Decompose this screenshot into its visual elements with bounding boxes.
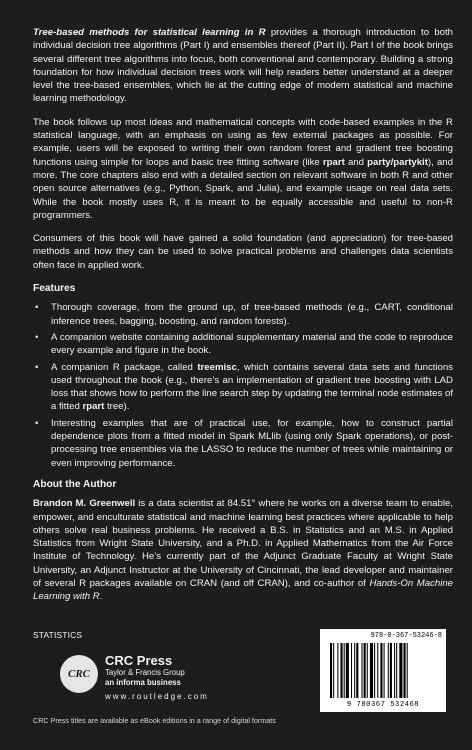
publisher-url: www.routledge.com (105, 692, 209, 701)
publisher-text (105, 653, 209, 701)
publisher-logo (60, 653, 210, 703)
bullet-icon: • (35, 302, 39, 314)
bullet-icon: • (35, 361, 39, 373)
rpart-package: rpart (82, 401, 105, 413)
feature-text: Thorough coverage, from the ground up, of tree-based methods (e.g., CART, conditional inference trees, bagging, boosting, and random forests). (51, 302, 453, 327)
isbn-barcode (320, 629, 446, 712)
list-item (33, 417, 453, 470)
features-list (33, 301, 453, 470)
para2-text-b: ), and more. The core chapters also end with a detailed section on relevant software in both R and other open source alternatives (e.g., Python, Spark, and Julia), and example usage on real data sets. While the book mostly uses R, it is meant to be equally accessible and useful to non-R programmers. (33, 156, 453, 221)
list-item (33, 331, 453, 358)
intro-text: provides a thorough introduction to both individual decision tree algorithms (Part I) and ensembles thereof (Part II). Part I of the book brings several different tree algorithms into focus, both conventional and contemporary. Building a strong foundation for how individual decision trees work will help readers better understand at a deeper level the tree-based ensembles, which lie at the cutting edge of modern statistical and machine learning methodology. (33, 27, 453, 105)
cover-text (33, 26, 453, 614)
publisher-name: CRC Press (105, 653, 173, 668)
list-item (33, 301, 453, 328)
barcode-bars-icon (328, 643, 438, 698)
subject-category: STATISTICS (33, 630, 83, 640)
feature-text: Interesting examples that are of practical use, for example, how to construct partial dependence plots from a fitted model in Spark MLlib (using only Spark operations), or post-processing tree ensembles via the LASSO to reduce the number of trees while maintaining or even improving performance. (51, 417, 453, 469)
author-name: Brandon M. Greenwell (33, 498, 136, 510)
treemisc-package: treemisc (197, 361, 237, 373)
coauthored-book: Hands-On Machine Learning with R (33, 577, 454, 603)
author-heading: About the Author (33, 478, 117, 490)
barcode-digits: 9 780367 532468 (346, 701, 420, 709)
crc-logo-icon: CRC (60, 655, 98, 693)
book-title: Tree-based methods for statistical learning in R (33, 27, 266, 38)
rpart-package: rpart (322, 156, 345, 168)
publisher-business: an informa business (105, 678, 181, 687)
isbn-13: 978-0-367-53246-8 (370, 632, 442, 640)
list-item (33, 361, 453, 414)
feature-text: tree). (104, 401, 130, 413)
author-bio-text: is a data scientist at 84.51° where he works on a diverse team to enable, empower, and enculturate statistical and machine learning best practices where applicable to help others solve real business problems. He received a B.S. in Statistics and an M.S. in Applied Statistics from Wright State University, and a Ph.D. in Applied Mathematics from the Air Force Institute of Technology. He’s currently part of the Adjunct Graduate Faculty at Wright State University, an Adjunct Instructor at the University of Cincinnati, the lead developer and maintainer of several R packages available on CRAN (and off CRAN), and co-author of (33, 498, 453, 589)
publisher-group: Taylor & Francis Group (105, 668, 185, 677)
party-package: party/partykit (367, 156, 428, 168)
author-bio (33, 497, 453, 603)
feature-text: A companion website containing additional supplementary material and the code to reproduce every example and figure in the book. (51, 331, 453, 357)
bullet-icon: • (35, 417, 39, 429)
feature-text: A companion R package, called (51, 361, 198, 373)
author-bio-end: . (99, 591, 103, 603)
feature-text: , which contains several data sets and functions used throughout the book (e.g., there’s an implementation of gradient tree boosting with LAD loss that shows how to perform the line search step by updating the terminal node estimates of a fitted (51, 361, 454, 413)
para2-and: and (344, 156, 368, 168)
paragraph-consumers: Consumers of this book will have gained a solid foundation (and appreciation) for tree-based methods and how they can be used to solve practical problems and challenges data scientists often face in applied work. (33, 233, 453, 271)
ebook-note: CRC Press titles are available as eBook editions in a range of digital formats (33, 716, 276, 725)
para2-text-a: The book follows up most ideas and mathematical concepts with code-based examples in the R statistical language, with an emphasis on using as few external packages as possible. For example, users will be exposed to writing their own random forest and gradient tree boosting functions using simple for loops and basic tree fitting software (like (33, 116, 453, 168)
bullet-icon: • (35, 331, 39, 343)
paragraph-code-examples (33, 116, 453, 222)
features-heading: Features (33, 283, 76, 295)
intro-paragraph (33, 26, 453, 106)
